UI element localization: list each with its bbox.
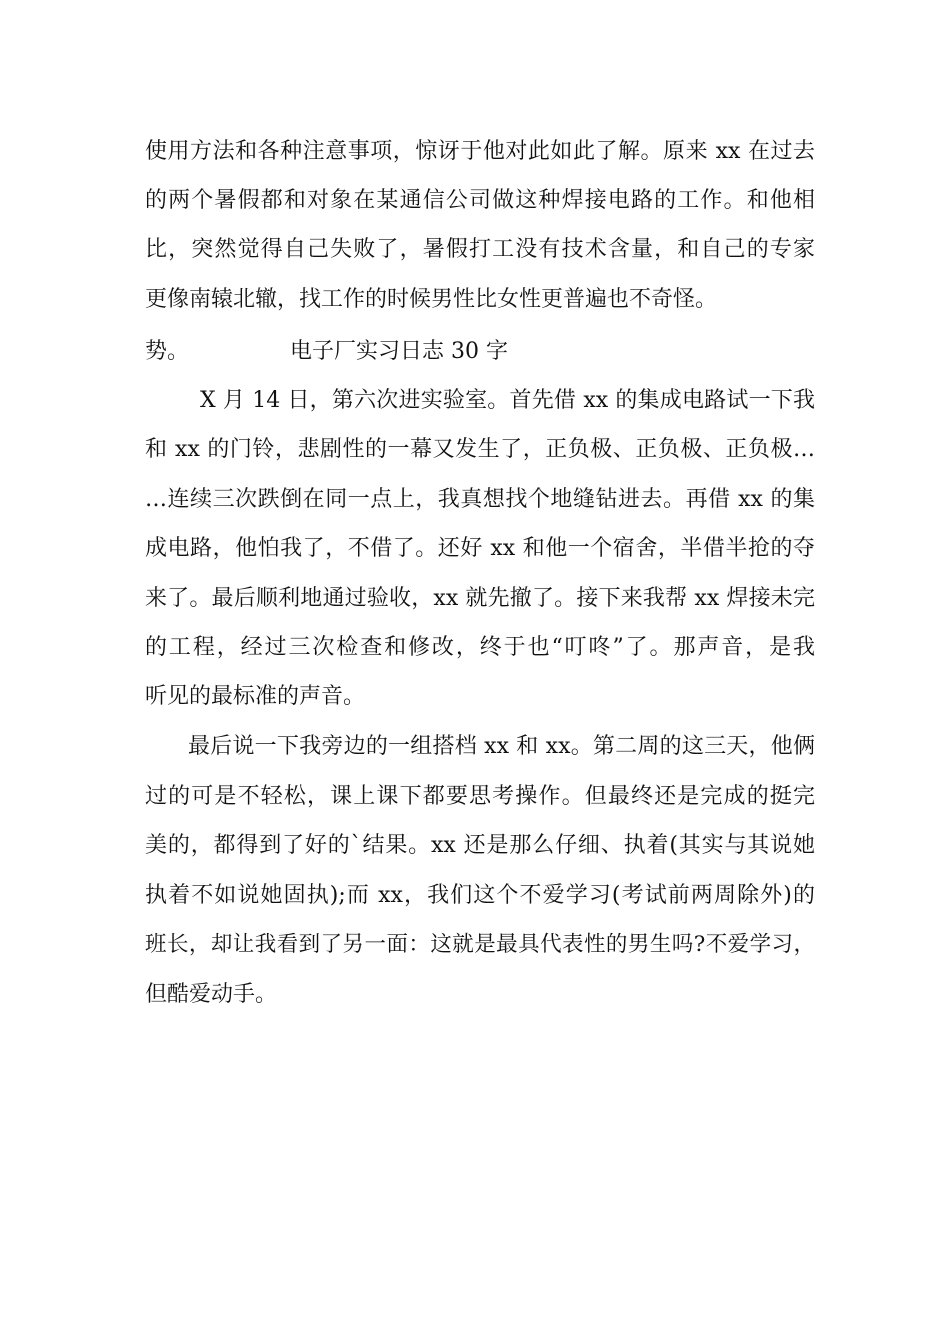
paragraph-3-line-5: 班长，却让我看到了另一面：这就是最具代表性的男生吗?不爱学习， xyxy=(145,932,815,957)
paragraph-2-line-3: …连续三次跌倒在同一点上，我真想找个地缝钻进去。再借 xx 的集 xyxy=(145,487,815,512)
paragraph-1-line-3: 比，突然觉得自己失败了，暑假打工没有技术含量，和自己的专家 xyxy=(145,237,815,262)
paragraph-3-line-2: 过的可是不轻松，课上课下都要思考操作。但最终还是完成的挺完 xyxy=(145,784,815,809)
paragraph-3-line-3: 美的，都得到了好的`结果。xx 还是那么仔细、执着(其实与其说她 xyxy=(145,833,815,858)
section-heading-row xyxy=(145,336,815,368)
paragraph-3-line-6: 但酷爱动手。 xyxy=(145,982,278,1007)
paragraph-2-line-7: 听见的最标准的声音。 xyxy=(145,684,366,709)
paragraph-1-line-1: 使用方法和各种注意事项，惊讶于他对此如此了解。原来 xx 在过去 xyxy=(145,139,815,164)
paragraph-2-line-2: 和 xx 的门铃，悲剧性的一幕又发生了，正负极、正负极、正负极… xyxy=(145,437,815,462)
paragraph-2-line-4: 成电路，他怕我了，不借了。还好 xx 和他一个宿舍，半借半抢的夺 xyxy=(145,536,815,561)
paragraph-1-line-4: 更像南辕北辙，找工作的时候男性比女性更普遍也不奇怪。 xyxy=(145,287,718,312)
heading-lead-text: 势。 xyxy=(145,339,190,364)
paragraph-3-line-1: 最后说一下我旁边的一组搭档 xx 和 xx。第二周的这三天，他俩 xyxy=(188,734,815,759)
paragraph-2-line-1: X 月 14 日，第六次进实验室。首先借 xx 的集成电路试一下我 xyxy=(200,388,815,413)
paragraph-2-line-6: 的工程，经过三次检查和修改，终于也“叮咚”了。那声音，是我 xyxy=(145,635,815,660)
paragraph-3-line-4: 执着不如说她固执);而 xx，我们这个不爱学习(考试前两周除外)的 xyxy=(145,883,815,908)
paragraph-2-line-5: 来了。最后顺利地通过验收，xx 就先撤了。接下来我帮 xx 焊接未完 xyxy=(145,586,815,611)
paragraph-1-line-2: 的两个暑假都和对象在某通信公司做这种焊接电路的工作。和他相 xyxy=(145,188,815,213)
section-title: 电子厂实习日志 30 字 xyxy=(290,339,508,364)
